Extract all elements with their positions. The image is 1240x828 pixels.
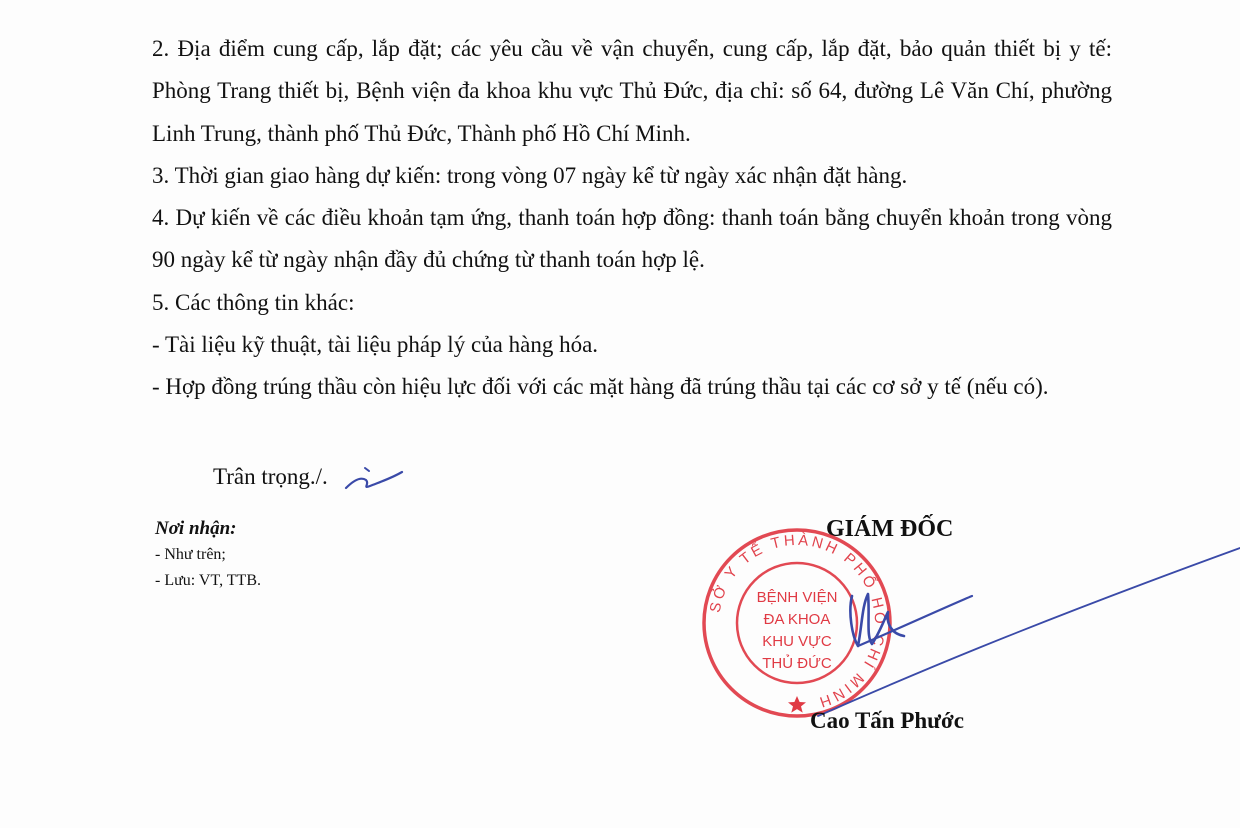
signer-title: GIÁM ĐỐC (826, 516, 954, 542)
letter-body (152, 28, 1112, 409)
paragraph-technical-docs: - Tài liệu kỹ thuật, tài liệu pháp lý của hàng hóa. (152, 332, 599, 358)
paragraph-delivery-location: 2. Địa điểm cung cấp, lắp đặt; các yêu cầu về vận chuyển, cung cấp, lắp đặt, bảo quản thiết bị y tế: Phòng Trang thiết bị, Bệnh viện đa khoa khu vực Thủ Đức, địa chỉ: số 64, đường Lê Văn Chí, phường Linh Trung, thành phố Thủ Đức, Thành phố Hồ Chí Minh. (152, 36, 1112, 146)
recipients-heading: Nơi nhận: (155, 518, 237, 539)
stamp-star-icon (788, 696, 806, 713)
initials-dot (365, 468, 369, 471)
paragraph-other-info: 5. Các thông tin khác: (152, 289, 355, 315)
closing-text: Trân trọng./. (213, 464, 328, 489)
signer-name: Cao Tấn Phước (810, 708, 964, 733)
stamp-outer-text-path: SỞ Y TẾ THÀNH PHỐ HỒ CHÍ MINH (706, 531, 889, 712)
paragraph-delivery-time: 3. Thời gian giao hàng dự kiến: trong vòng 07 ngày kể từ ngày xác nhận đặt hàng. (152, 162, 908, 188)
stamp-inner-line: ĐA KHOA (763, 611, 831, 628)
recipients-block (155, 516, 261, 594)
stamp-inner-line: THỦ ĐỨC (762, 655, 832, 672)
closing-line (213, 456, 328, 498)
recipient-item: - Lưu: VT, TTB. (155, 572, 261, 589)
recipient-item: - Như trên; (155, 546, 226, 563)
paragraph-payment-terms: 4. Dự kiến về các điều khoản tạm ứng, thanh toán hợp đồng: thanh toán bằng chuyển khoản trong vòng 90 ngày kể từ ngày nhận đầy đủ chứng từ thanh toán hợp lệ. (152, 205, 1112, 273)
stamp-inner-line: BỆNH VIỆN (756, 589, 838, 606)
paragraph-contracts: - Hợp đồng trúng thầu còn hiệu lực đối với các mặt hàng đã trúng thầu tại các cơ sở y tế (nếu có). (152, 374, 1049, 400)
initials-mark (346, 472, 402, 488)
stamp-inner-line: KHU VỰC (762, 633, 832, 650)
official-seal-stamp (700, 526, 894, 720)
